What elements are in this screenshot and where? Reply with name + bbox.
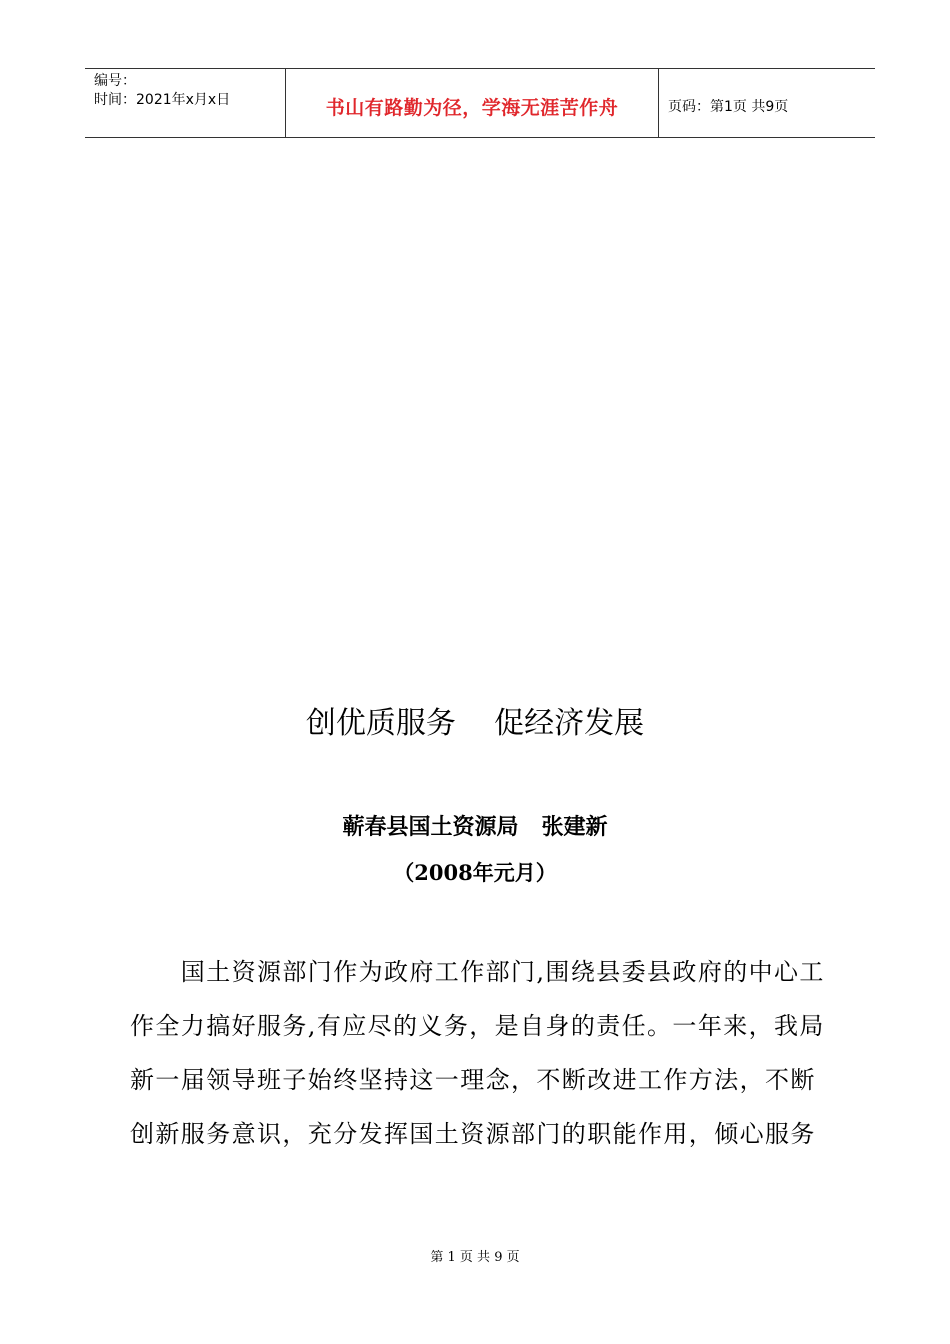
- document-date: （2008年元月）: [393, 860, 557, 885]
- header-motto-cell: [286, 69, 659, 137]
- document-title: 创优质服务 促经济发展: [305, 706, 645, 741]
- paragraph-line: 创新服务意识，充分发挥国土资源部门的职能作用，倾心服务: [130, 1120, 816, 1148]
- header-table: [85, 68, 875, 138]
- motto: 书山有路勤为径，学海无涯苦作舟: [325, 97, 619, 119]
- number-label: 编号：: [94, 73, 136, 89]
- paragraph-line: 国土资源部门作为政府工作部门,围绕县委县政府的中心工: [130, 958, 825, 986]
- document-author: 蕲春县国土资源局 张建新: [342, 814, 608, 840]
- header-page-cell: [659, 69, 875, 137]
- paragraph-line: 新一届领导班子始终坚持这一理念，不断改进工作方法，不断: [130, 1066, 816, 1094]
- paragraph-line: 作全力搞好服务,有应尽的义务，是自身的责任。一年来，我局: [130, 1012, 825, 1040]
- page-code: 页码：第1页 共9页: [668, 99, 789, 115]
- time-label: 时间：2021年x月x日: [94, 92, 231, 108]
- header-meta-cell: [85, 69, 286, 137]
- page-footer: 第 1 页 共 9 页: [430, 1250, 520, 1265]
